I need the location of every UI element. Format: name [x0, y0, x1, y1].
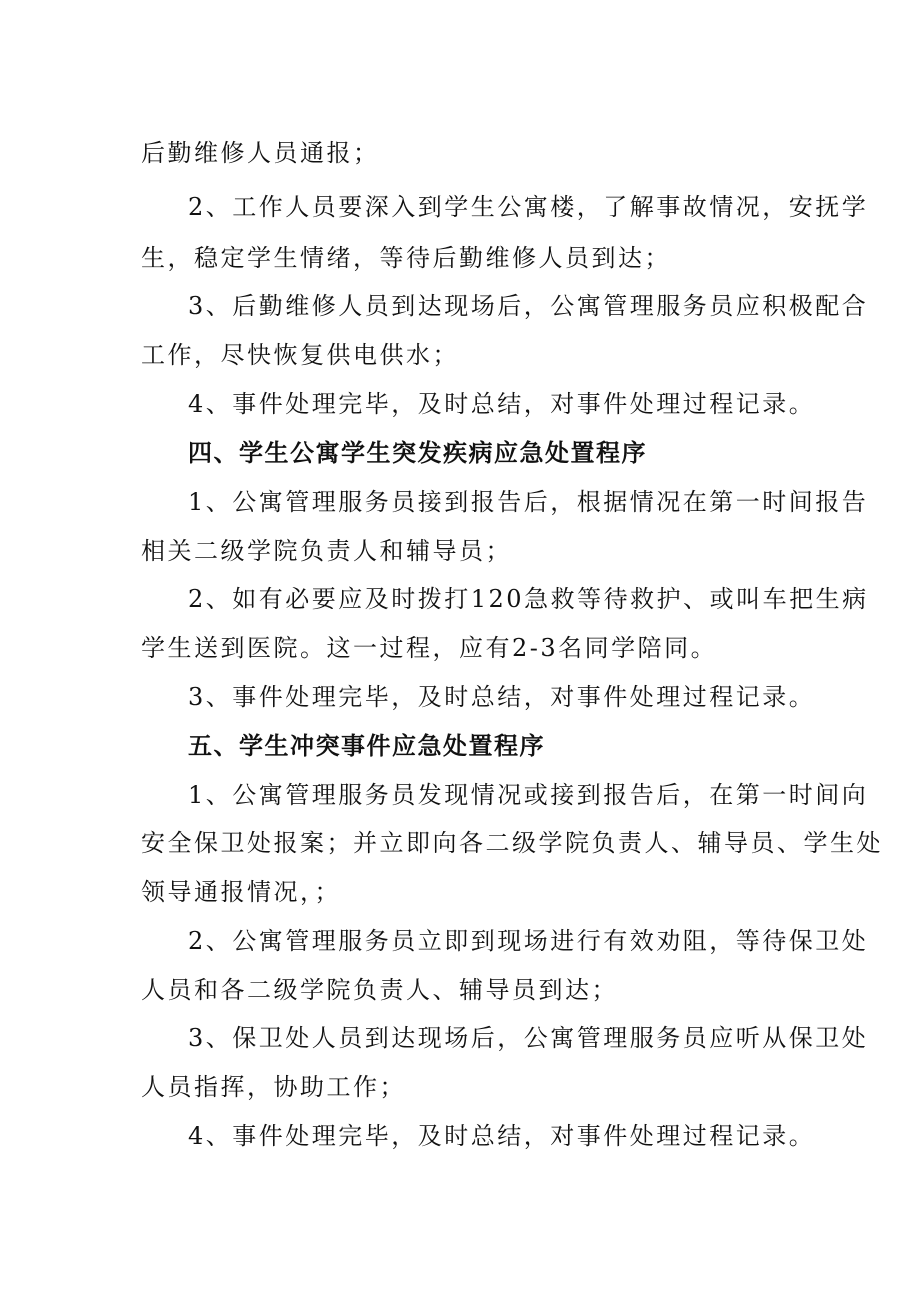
paragraph-line: 相关二级学院负责人和辅导员；	[141, 537, 512, 565]
paragraph-line: 人员指挥，协助工作；	[141, 1073, 406, 1101]
paragraph-line: 人员和各二级学院负责人、辅导员到达；	[141, 976, 618, 1004]
paragraph-line: 领导通报情况，；	[141, 878, 341, 906]
paragraph-line: 1、公寓管理服务员发现情况或接到报告后，在第一时间向	[188, 781, 869, 809]
paragraph-line: 3、事件处理完毕，及时总结，对事件处理过程记录。	[188, 683, 816, 711]
section-heading: 四、学生公寓学生突发疾病应急处置程序	[188, 439, 647, 467]
paragraph-line: 4、事件处理完毕，及时总结，对事件处理过程记录。	[188, 1122, 816, 1150]
paragraph-line: 工作，尽快恢复供电供水；	[141, 341, 459, 369]
paragraph-line: 学生送到医院。这一过程，应有2-3名同学陪同。	[141, 634, 718, 662]
paragraph-line: 3、保卫处人员到达现场后，公寓管理服务员应听从保卫处	[188, 1024, 869, 1052]
paragraph-line: 安全保卫处报案；并立即向各二级学院负责人、辅导员、学生处	[141, 829, 883, 857]
paragraph-line: 1、公寓管理服务员接到报告后，根据情况在第一时间报告	[188, 488, 869, 516]
paragraph-line: 2、工作人员要深入到学生公寓楼，了解事故情况，安抚学	[188, 193, 869, 221]
paragraph-line: 3、后勤维修人员到达现场后，公寓管理服务员应积极配合	[188, 292, 869, 320]
paragraph-line: 2、如有必要应及时拨打120急救等待救护、或叫车把生病	[188, 585, 869, 613]
paragraph-line: 后勤维修人员通报；	[141, 139, 380, 167]
section-heading: 五、学生冲突事件应急处置程序	[188, 732, 545, 760]
paragraph-line: 4、事件处理完毕，及时总结，对事件处理过程记录。	[188, 390, 816, 418]
paragraph-line: 2、公寓管理服务员立即到现场进行有效劝阻，等待保卫处	[188, 927, 869, 955]
paragraph-line: 生，稳定学生情绪，等待后勤维修人员到达；	[141, 244, 671, 272]
